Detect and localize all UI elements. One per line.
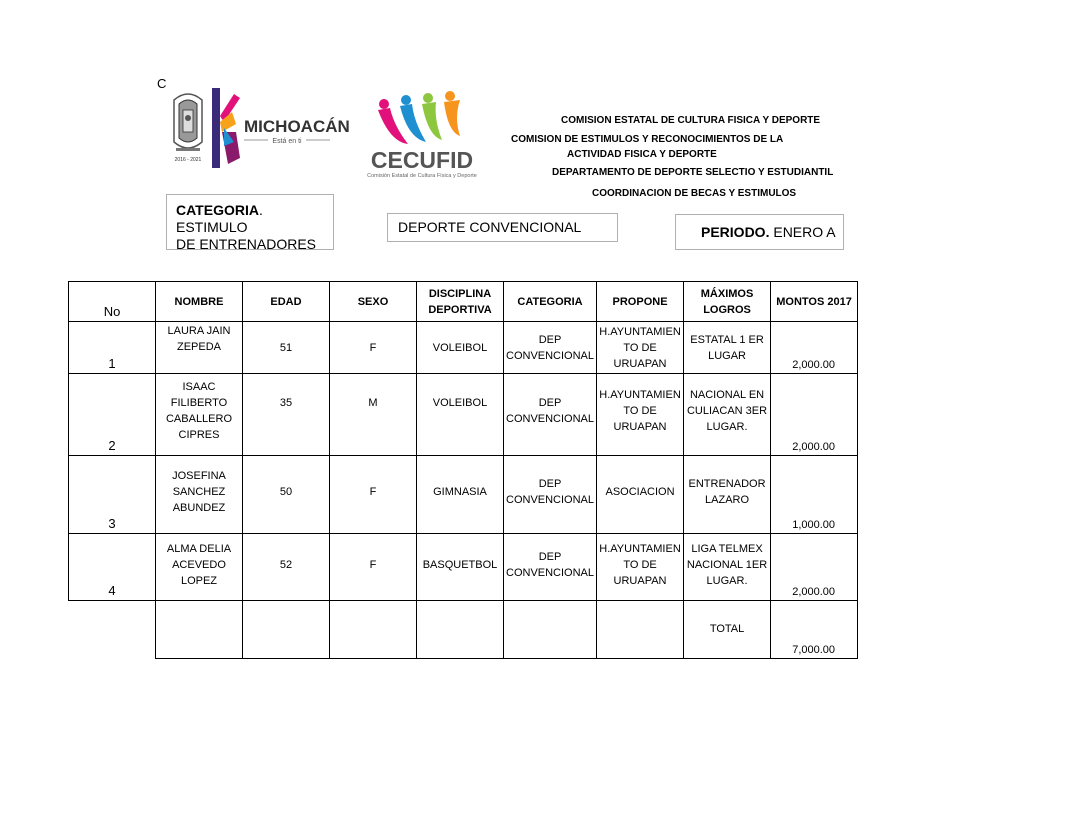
header-disciplina-line1: DISCIPLINA bbox=[428, 287, 492, 300]
cell-logros bbox=[684, 534, 771, 601]
table-row bbox=[69, 374, 858, 456]
cell-disciplina: VOLEIBOL bbox=[417, 374, 504, 456]
header-disciplina-line2: DEPORTIVA bbox=[428, 303, 492, 316]
logros-line2: NACIONAL 1ER bbox=[686, 559, 768, 571]
categoria-value-1: . ESTIMULO bbox=[176, 202, 263, 235]
cell-sexo: M bbox=[330, 374, 417, 456]
propone-line2: TO DE bbox=[623, 405, 657, 417]
cell-monto: 1,000.00 bbox=[771, 456, 858, 534]
categoria-line1: DEP bbox=[538, 333, 562, 346]
propone-line3: URUAPAN bbox=[613, 575, 667, 587]
cell-sexo: F bbox=[330, 534, 417, 601]
cell-sexo: F bbox=[330, 456, 417, 534]
michoacan-logo bbox=[210, 88, 350, 168]
logros-line1: NACIONAL EN bbox=[689, 389, 765, 401]
table-row bbox=[69, 534, 858, 601]
cell-categoria bbox=[504, 322, 597, 374]
deporte-value: DEPORTE CONVENCIONAL bbox=[398, 219, 582, 235]
cell-categoria bbox=[504, 374, 597, 456]
total-value: 7,000.00 bbox=[771, 601, 858, 659]
deporte-box bbox=[387, 213, 618, 242]
cecufid-logo bbox=[350, 92, 495, 180]
header-line-2: COMISION DE ESTIMULOS Y RECONOCIMIENTOS DE LA bbox=[511, 134, 784, 145]
propone-line3: URUAPAN bbox=[613, 357, 667, 370]
header-montos: MONTOS 2017 bbox=[771, 282, 858, 322]
cell-empty bbox=[504, 601, 597, 659]
cell-no: 2 bbox=[69, 374, 156, 456]
michoacan-tagline: Está en ti bbox=[272, 138, 302, 145]
cell-propone bbox=[597, 534, 684, 601]
header-no: No bbox=[69, 282, 156, 322]
cell-empty bbox=[597, 601, 684, 659]
logros-line3: LUGAR. bbox=[706, 575, 748, 587]
cell-monto: 2,000.00 bbox=[771, 374, 858, 456]
categoria-line1: DEP bbox=[538, 478, 562, 490]
cell-nombre bbox=[156, 534, 243, 601]
categoria-line2: CONVENCIONAL bbox=[506, 567, 595, 579]
nombre-line2: CABALLERO bbox=[165, 413, 233, 425]
propone-line2: TO DE bbox=[623, 341, 657, 354]
cell-logros bbox=[684, 456, 771, 534]
logros-line1: ENTRENADOR bbox=[688, 478, 766, 490]
cell-monto: 2,000.00 bbox=[771, 534, 858, 601]
corner-mark: C bbox=[157, 76, 167, 91]
propone-line2: TO DE bbox=[623, 559, 657, 571]
nombre-line1: JOSEFINA bbox=[172, 470, 226, 482]
categoria-line1: DEP bbox=[538, 397, 562, 409]
propone-line1: ASOCIACION bbox=[605, 486, 675, 498]
header-logros-line2: LOGROS bbox=[703, 303, 751, 316]
cell-nombre bbox=[156, 456, 243, 534]
table-row bbox=[69, 322, 858, 374]
cecufid-tagline: Comisión Estatal de Cultura Física y Deporte bbox=[367, 173, 477, 179]
michoacan-years: 2016 - 2021 bbox=[174, 157, 202, 163]
state-seal-logo bbox=[170, 88, 206, 166]
michoacan-name: MICHOACÁN bbox=[244, 117, 350, 136]
nombre-line2: ZEPEDA bbox=[176, 341, 221, 353]
cecufid-name: CECUFID bbox=[370, 147, 474, 173]
periodo-box bbox=[675, 214, 844, 250]
logros-line3: LUGAR. bbox=[706, 421, 748, 433]
cell-categoria bbox=[504, 456, 597, 534]
categoria-box bbox=[166, 194, 334, 250]
cell-propone bbox=[597, 456, 684, 534]
nombre-line3: ABUNDEZ bbox=[172, 502, 226, 514]
propone-line1: H.AYUNTAMIEN bbox=[599, 389, 681, 401]
cell-no: 4 bbox=[69, 534, 156, 601]
cell-edad: 50 bbox=[243, 456, 330, 534]
header-line-4: DEPARTAMENTO DE DEPORTE SELECTIO Y ESTUDIANTIL bbox=[552, 167, 834, 178]
propone-line1: H.AYUNTAMIEN bbox=[599, 543, 681, 555]
cell-disciplina: GIMNASIA bbox=[417, 456, 504, 534]
cell-no: 3 bbox=[69, 456, 156, 534]
header-logros-line1: MÁXIMOS bbox=[700, 287, 754, 300]
cell-sexo: F bbox=[330, 322, 417, 374]
header-nombre: NOMBRE bbox=[156, 282, 243, 322]
cell-empty bbox=[243, 601, 330, 659]
cell-propone bbox=[597, 322, 684, 374]
cell-nombre bbox=[156, 374, 243, 456]
categoria-line2: CONVENCIONAL bbox=[506, 349, 595, 362]
cell-logros bbox=[684, 322, 771, 374]
header-line-5: COORDINACION DE BECAS Y ESTIMULOS bbox=[592, 188, 797, 199]
header-categoria: CATEGORIA bbox=[504, 282, 597, 322]
cell-categoria bbox=[504, 534, 597, 601]
cell-disciplina: BASQUETBOL bbox=[417, 534, 504, 601]
header-disciplina bbox=[417, 282, 504, 322]
propone-line3: URUAPAN bbox=[613, 421, 667, 433]
cell-edad: 51 bbox=[243, 322, 330, 374]
nombre-line2: ACEVEDO LOPEZ bbox=[172, 559, 226, 587]
cell-propone bbox=[597, 374, 684, 456]
categoria-line2: CONVENCIONAL bbox=[506, 494, 595, 506]
nombre-line1: ISAAC FILIBERTO bbox=[170, 381, 228, 409]
header-propone: PROPONE bbox=[597, 282, 684, 322]
categoria-value-2: DE ENTRENADORES bbox=[176, 236, 317, 252]
cell-empty bbox=[330, 601, 417, 659]
cell-edad: 35 bbox=[243, 374, 330, 456]
header-edad: EDAD bbox=[243, 282, 330, 322]
cell-empty bbox=[69, 601, 156, 659]
logros-line2: LAZARO bbox=[705, 494, 750, 506]
cell-monto: 2,000.00 bbox=[771, 322, 858, 374]
nombre-line1: LAURA JAIN bbox=[167, 325, 231, 337]
cell-empty bbox=[417, 601, 504, 659]
nombre-line2: SANCHEZ bbox=[172, 486, 226, 498]
header-logros bbox=[684, 282, 771, 322]
cell-logros bbox=[684, 374, 771, 456]
periodo-value: ENERO A bbox=[769, 224, 836, 240]
header-line-1: COMISION ESTATAL DE CULTURA FISICA Y DEPORTE bbox=[561, 115, 821, 126]
header-sexo: SEXO bbox=[330, 282, 417, 322]
cell-empty bbox=[156, 601, 243, 659]
estimulos-table bbox=[68, 281, 858, 659]
cell-edad: 52 bbox=[243, 534, 330, 601]
header-line-3: ACTIVIDAD FISICA Y DEPORTE bbox=[567, 149, 717, 160]
logros-line1: ESTATAL 1 ER bbox=[690, 333, 764, 346]
logros-line1: LIGA TELMEX bbox=[691, 543, 763, 555]
nombre-line3: CIPRES bbox=[178, 429, 220, 441]
table-total-row bbox=[69, 601, 858, 659]
categoria-label: CATEGORIA bbox=[176, 202, 259, 218]
logros-line2: LUGAR bbox=[708, 349, 746, 362]
total-label: TOTAL bbox=[684, 601, 771, 659]
cell-no: 1 bbox=[69, 322, 156, 374]
table-row bbox=[69, 456, 858, 534]
table-header-row bbox=[69, 282, 858, 322]
cell-disciplina: VOLEIBOL bbox=[417, 322, 504, 374]
nombre-line1: ALMA DELIA bbox=[166, 543, 232, 555]
cell-nombre bbox=[156, 322, 243, 374]
propone-line1: H.AYUNTAMIEN bbox=[599, 325, 681, 338]
periodo-label: PERIODO. bbox=[701, 224, 770, 240]
logros-line2: CULIACAN 3ER bbox=[686, 405, 768, 417]
categoria-line1: DEP bbox=[538, 551, 562, 563]
categoria-line2: CONVENCIONAL bbox=[506, 413, 595, 425]
